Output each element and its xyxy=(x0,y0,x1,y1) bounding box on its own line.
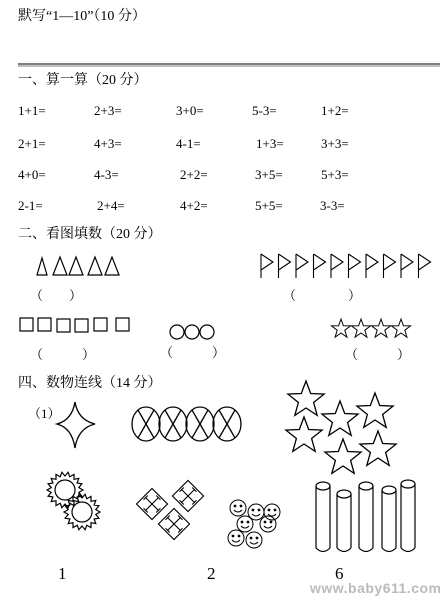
equation: 1+3= xyxy=(256,136,284,151)
smiley-face-icon xyxy=(246,532,262,548)
equation: 3+5= xyxy=(255,167,283,182)
star-icon xyxy=(322,401,358,435)
cylinder-icon xyxy=(316,482,330,552)
equation: 5+3= xyxy=(321,167,349,182)
arrow-cross-icon xyxy=(158,508,189,539)
star-icon xyxy=(360,431,396,465)
suns-group xyxy=(47,472,100,529)
match-number[interactable]: 6 xyxy=(335,564,344,583)
equation: 4+2= xyxy=(180,198,208,213)
answer-blank[interactable]: （ ） xyxy=(283,288,362,303)
answer-blank[interactable]: （ ） xyxy=(30,347,96,362)
equation: 2+4= xyxy=(97,198,125,213)
four-point-star-icon xyxy=(57,402,95,448)
equation: 3+0= xyxy=(176,103,204,118)
watermark: www.baby611.com xyxy=(310,580,442,596)
match-number[interactable]: 1 xyxy=(58,564,67,583)
answer-blank[interactable]: （ ） xyxy=(160,345,226,360)
smiley-face-icon xyxy=(230,500,246,516)
arrow-cross-icon xyxy=(172,480,203,511)
smiley-face-icon xyxy=(237,516,253,532)
equation: 3-3= xyxy=(320,198,345,213)
cylinder-icon xyxy=(337,490,351,552)
cylinder-icon xyxy=(401,480,415,552)
equation: 4+3= xyxy=(94,136,122,151)
cylinders-group xyxy=(316,480,415,552)
smiley-face-icon xyxy=(228,530,244,546)
arrow-tiles-group xyxy=(136,480,203,539)
item-label: （1） xyxy=(28,406,61,421)
arrow-cross-icon xyxy=(136,488,167,519)
star-icon xyxy=(288,381,324,415)
star-icon xyxy=(286,417,322,451)
section-calc-title: 一、算一算（20 分） xyxy=(18,73,148,88)
star-icon xyxy=(357,393,393,427)
equation: 1+1= xyxy=(18,103,46,118)
equation: 2+1= xyxy=(18,136,46,151)
section-picture-title: 二、看图填数（20 分） xyxy=(18,227,162,242)
cylinder-icon xyxy=(359,482,373,552)
section-match-title: 四、数物连线（14 分） xyxy=(18,376,162,391)
equation: 4+0= xyxy=(18,167,46,182)
match-number[interactable]: 2 xyxy=(207,564,216,583)
equation: 2+2= xyxy=(180,167,208,182)
equation: 2+3= xyxy=(94,103,122,118)
equation: 1+2= xyxy=(321,103,349,118)
equation: 5-3= xyxy=(252,103,277,118)
answer-blank[interactable]: （ ） xyxy=(345,347,411,362)
smiley-faces-group xyxy=(228,500,280,548)
equation: 5+5= xyxy=(255,198,283,213)
big-stars-group xyxy=(286,381,396,473)
equation: 2-1= xyxy=(18,198,43,213)
star-icon xyxy=(325,439,361,473)
equation: 3+3= xyxy=(321,136,349,151)
dictation-instruction: 默写“1—10”（10 分） xyxy=(18,9,146,24)
equation: 4-1= xyxy=(176,136,201,151)
cylinder-icon xyxy=(382,486,396,552)
answer-blank[interactable]: （ ） xyxy=(30,288,83,303)
equation: 4-3= xyxy=(94,167,119,182)
